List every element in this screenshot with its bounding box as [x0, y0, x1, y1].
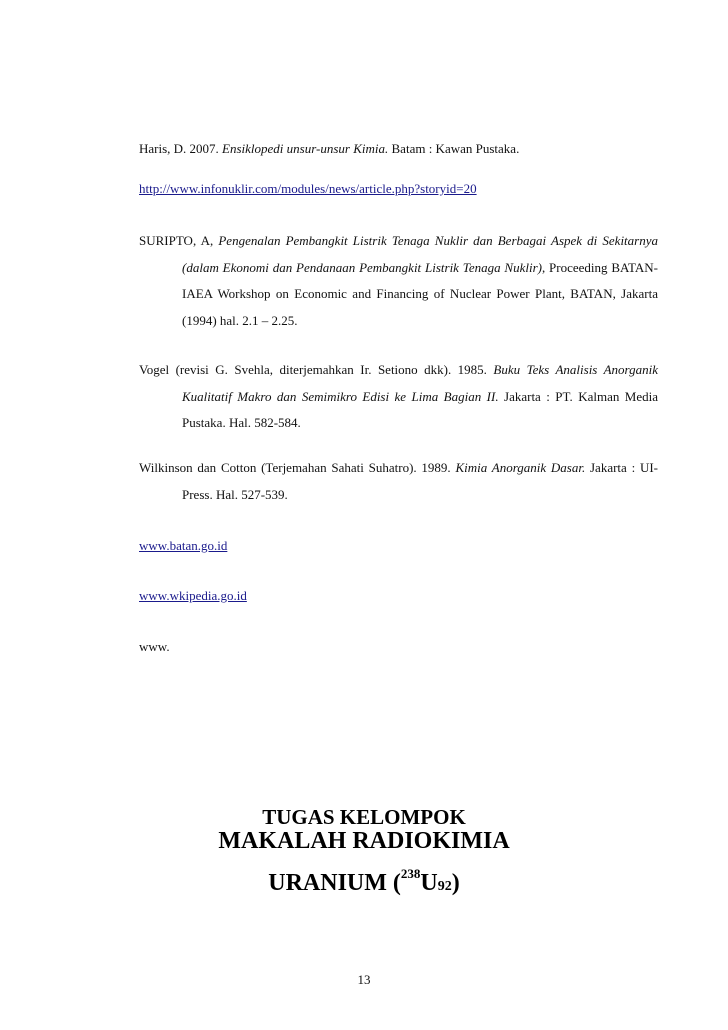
page-number: 13	[357, 972, 371, 987]
reference-title: Kimia Anorganik Dasar.	[455, 460, 586, 475]
reference-suripto	[139, 228, 658, 334]
reference-infonuklir	[139, 176, 658, 203]
cover-uranium-label: URANIUM (	[268, 870, 401, 896]
reference-author: SURIPTO, A,	[139, 233, 214, 248]
reference-author: Haris, D. 2007.	[139, 141, 219, 156]
reference-author: Wilkinson dan Cotton (Terjemahan Sahati Suhatro). 1989.	[139, 460, 451, 475]
reference-title: Buku Teks Analisis Anorganik Kualitatif Makro dan Semimikro Edisi ke Lima Bagian II.	[182, 362, 659, 404]
cover-title-line1: TUGAS KELOMPOK	[262, 805, 466, 829]
cover-title-line3	[0, 859, 728, 902]
reference-title: Ensiklopedi unsur-unsur Kimia.	[222, 141, 389, 156]
reference-vogel	[139, 357, 658, 437]
element-symbol: U	[420, 870, 438, 896]
reference-batan	[139, 533, 658, 560]
closing-paren: )	[451, 870, 460, 896]
reference-wilkinson	[139, 455, 658, 508]
reference-link[interactable]: www.wkipedia.go.id	[139, 588, 247, 603]
reference-title: Pengenalan Pembangkit Listrik Tenaga Nuklir dan Berbagai Aspek di Sekitarnya (dalam Ekonomi dan Pendanaan Pembangkit Listrik Tenaga Nuklir)	[182, 233, 658, 275]
reference-publisher: Jakarta : PT. Kalman Media Pustaka. Hal. 582-584.	[182, 388, 658, 430]
reference-wikipedia	[139, 583, 658, 610]
reference-text: www.	[139, 639, 170, 654]
reference-link[interactable]: www.batan.go.id	[139, 538, 228, 553]
reference-publisher: Jakarta : UI-Press. Hal. 527-539.	[182, 460, 658, 502]
reference-link[interactable]: http://www.infonuklir.com/modules/news/article.php?storyid=20	[139, 181, 477, 196]
mass-number: 238	[400, 866, 421, 881]
reference-haris	[139, 136, 658, 163]
reference-publisher: Batam : Kawan Pustaka.	[391, 141, 520, 156]
reference-www	[139, 634, 658, 661]
reference-author: Vogel (revisi G. Svehla, diterjemahkan Ir. Setiono dkk). 1985.	[139, 362, 487, 377]
atomic-number: 92	[437, 879, 452, 894]
reference-publisher: , Proceeding BATAN-IAEA Workshop on Economic and Financing of Nuclear Power Plant, BATAN, Jakarta (1994) hal. 2.1 – 2.25.	[182, 259, 658, 328]
cover-title-line2: MAKALAH RADIOKIMIA	[218, 828, 510, 854]
